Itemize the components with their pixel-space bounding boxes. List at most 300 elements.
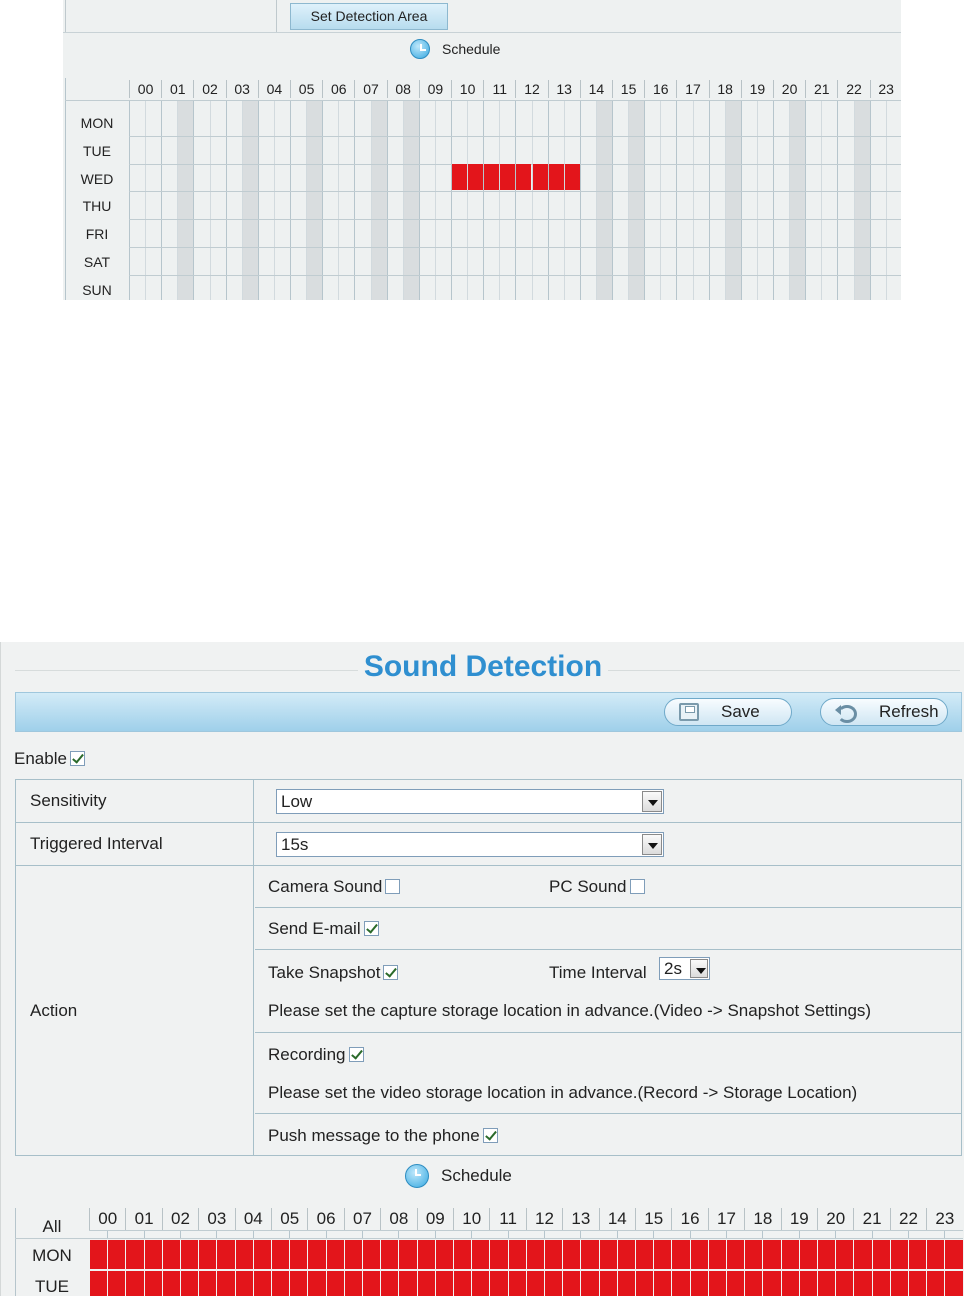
schedule-slot-selected[interactable] [126, 1271, 143, 1296]
schedule-slot-selected[interactable] [217, 1271, 234, 1296]
schedule-slot-selected[interactable] [254, 1240, 271, 1269]
schedule-slot-selected[interactable] [527, 1271, 544, 1296]
row-divider [16, 822, 961, 823]
grid-line [403, 100, 404, 300]
schedule-slot-selected[interactable] [490, 1271, 507, 1296]
grid-line [799, 1230, 800, 1238]
grid-line [762, 1230, 763, 1238]
schedule-slot-selected[interactable] [654, 1271, 671, 1296]
schedule-slot-selected[interactable] [945, 1271, 962, 1296]
hour-column-shade [789, 100, 805, 300]
schedule-slot-selected[interactable] [290, 1240, 307, 1269]
schedule-slot-selected[interactable] [436, 1271, 453, 1296]
recording-label: Recording [268, 1045, 346, 1064]
schedule-slot-selected[interactable] [709, 1240, 726, 1269]
grid-line [886, 100, 887, 300]
schedule-slot-selected[interactable] [563, 1271, 580, 1296]
hour-header[interactable]: 08 [380, 1208, 416, 1230]
schedule-slot-selected[interactable] [181, 1240, 198, 1269]
schedule-slot-selected[interactable] [90, 1271, 107, 1296]
hour-header: 19 [741, 80, 773, 98]
toolbar [15, 692, 962, 732]
grid-line [145, 100, 146, 300]
grid-line [226, 100, 227, 300]
schedule-slot-selected[interactable] [600, 1240, 617, 1269]
enable-label: Enable [14, 749, 67, 768]
grid-line [177, 100, 178, 300]
schedule-slot-selected[interactable] [108, 1271, 125, 1296]
camera-sound-checkbox[interactable] [385, 879, 400, 894]
schedule-slot-selected[interactable] [454, 1240, 471, 1269]
schedule-slot-selected[interactable] [418, 1240, 435, 1269]
grid-line [306, 100, 307, 300]
schedule-slot-selected[interactable] [945, 1240, 962, 1269]
schedule-slot-selected[interactable] [545, 1271, 562, 1296]
hour-column-shade [854, 100, 870, 300]
hour-header[interactable]: 20 [817, 1208, 853, 1230]
clock-icon [405, 1164, 429, 1188]
hour-header: 12 [515, 80, 547, 98]
schedule-slot-selected[interactable] [672, 1240, 689, 1269]
schedule-heading [405, 1164, 512, 1188]
select-all-label[interactable]: All [42, 1217, 62, 1236]
hour-header[interactable]: 19 [781, 1208, 817, 1230]
schedule-slot-selected[interactable] [549, 164, 564, 191]
grid-line [398, 1230, 399, 1238]
hour-header: 05 [290, 80, 322, 98]
camera-sound-label: Camera Sound [268, 877, 383, 896]
page-title [1, 650, 964, 684]
hour-header[interactable]: 07 [344, 1208, 380, 1230]
push-message-label: Push message to the phone [268, 1126, 480, 1145]
hour-header: 11 [483, 80, 515, 98]
motion-schedule-panel [63, 0, 901, 300]
pc-sound-checkbox[interactable] [630, 879, 645, 894]
schedule-slot-selected[interactable] [782, 1240, 799, 1269]
schedule-slot-selected[interactable] [163, 1240, 180, 1269]
schedule-slot-selected[interactable] [691, 1240, 708, 1269]
grid-line [129, 275, 901, 276]
schedule-slot-selected[interactable] [600, 1271, 617, 1296]
day-label[interactable]: TUE [83, 142, 111, 159]
hour-header[interactable]: 04 [235, 1208, 271, 1230]
schedule-slot-selected[interactable] [181, 1271, 198, 1296]
schedule-slot-selected[interactable] [418, 1271, 435, 1296]
schedule-slot-selected[interactable] [927, 1240, 944, 1269]
schedule-slot-selected[interactable] [308, 1240, 325, 1269]
schedule-slot-selected[interactable] [618, 1271, 635, 1296]
schedule-slot-selected[interactable] [909, 1240, 926, 1269]
grid-line [544, 1230, 545, 1238]
grid-line [773, 100, 774, 300]
grid-line [216, 1230, 217, 1238]
grid-line [726, 1230, 727, 1238]
grid-line [253, 1230, 254, 1238]
hour-header: 13 [548, 80, 580, 98]
schedule-slot-selected[interactable] [709, 1271, 726, 1296]
schedule-slot-selected[interactable] [308, 1271, 325, 1296]
recording-option [268, 1045, 364, 1065]
schedule-slot-selected[interactable] [654, 1240, 671, 1269]
empty-label-cell [65, 0, 277, 32]
grid-line [628, 100, 629, 300]
grid-line [371, 100, 372, 300]
set-detection-area-button[interactable]: Set Detection Area [290, 3, 448, 30]
grid-line [129, 247, 901, 248]
schedule-slot-selected[interactable] [818, 1271, 835, 1296]
refresh-label: Refresh [879, 702, 939, 721]
schedule-heading [410, 39, 500, 59]
grid-line [872, 1230, 873, 1238]
schedule-slot-selected[interactable] [800, 1271, 817, 1296]
save-icon [679, 703, 699, 721]
schedule-slot-selected[interactable] [199, 1240, 216, 1269]
day-label[interactable]: WED [80, 170, 114, 187]
grid-line [515, 100, 516, 300]
hour-header[interactable]: 13 [562, 1208, 598, 1230]
hour-header: 09 [419, 80, 451, 98]
grid-line [258, 100, 259, 300]
hour-header: 20 [773, 80, 805, 98]
hour-header: 07 [354, 80, 386, 98]
hour-header: 18 [709, 80, 741, 98]
hour-header[interactable]: 14 [599, 1208, 635, 1230]
push-message-option [268, 1126, 498, 1146]
grid-line [326, 1230, 327, 1238]
hour-header: 10 [451, 80, 483, 98]
sensitivity-label: Sensitivity [16, 780, 254, 822]
grid-line [617, 1230, 618, 1238]
take-snapshot-label: Take Snapshot [268, 963, 381, 982]
schedule-slot-selected[interactable] [484, 164, 499, 191]
hour-header[interactable]: 16 [671, 1208, 707, 1230]
grid-line [129, 100, 130, 300]
save-button[interactable] [664, 698, 792, 726]
grid-line [274, 100, 275, 300]
day-label[interactable]: SAT [83, 254, 111, 270]
grid-line [210, 100, 211, 300]
recording-note: Please set the video storage location in advance.(Record -> Storage Location) [268, 1083, 858, 1102]
schedule-slot-selected[interactable] [381, 1240, 398, 1269]
grid-line [242, 100, 243, 300]
hour-column-shade [306, 100, 322, 300]
schedule-slot-selected[interactable] [436, 1240, 453, 1269]
save-label: Save [721, 702, 760, 721]
schedule-slot-selected[interactable] [516, 164, 531, 191]
schedule-slot-selected[interactable] [691, 1271, 708, 1296]
take-snapshot-option [268, 963, 398, 983]
schedule-slot-selected[interactable] [763, 1240, 780, 1269]
schedule-slot-selected[interactable] [272, 1240, 289, 1269]
grid-line [451, 100, 452, 300]
hour-header[interactable]: 23 [926, 1208, 962, 1230]
camera-sound-option [268, 877, 400, 897]
grid-line [161, 100, 162, 300]
row-divider [255, 1113, 961, 1114]
schedule-slot-selected[interactable] [818, 1240, 835, 1269]
time-interval-value: 2s [664, 959, 682, 978]
hour-header: 00 [129, 80, 161, 98]
schedule-slot-selected[interactable] [891, 1240, 908, 1269]
pc-sound-option [549, 877, 645, 897]
schedule-slot-selected[interactable] [236, 1271, 253, 1296]
hour-header: 01 [161, 80, 193, 98]
schedule-slot-selected[interactable] [381, 1271, 398, 1296]
enable-checkbox[interactable] [70, 751, 85, 766]
take-snapshot-checkbox[interactable] [383, 965, 398, 980]
send-email-label: Send E-mail [268, 919, 361, 938]
grid-line [580, 1230, 581, 1238]
grid-line [65, 100, 901, 101]
grid-line [870, 100, 871, 300]
grid-line [596, 100, 597, 300]
schedule-slot-selected[interactable] [345, 1271, 362, 1296]
day-label[interactable]: THU [82, 198, 112, 215]
hour-column-shade [596, 100, 612, 300]
hour-header[interactable]: 00 [89, 1208, 125, 1230]
snapshot-note: Please set the capture storage location in advance.(Video -> Snapshot Settings) [268, 1001, 872, 1020]
schedule-slot-selected[interactable] [854, 1240, 871, 1269]
hour-column-shade [403, 100, 419, 300]
time-interval-select[interactable] [659, 957, 710, 980]
chevron-down-icon [642, 791, 662, 812]
schedule-slot-selected[interactable] [327, 1271, 344, 1296]
schedule-slot-selected[interactable] [563, 1240, 580, 1269]
grid-line [564, 100, 565, 300]
schedule-slot-selected[interactable] [236, 1240, 253, 1269]
hour-header[interactable]: 11 [489, 1208, 525, 1230]
schedule-slot-selected[interactable] [565, 164, 580, 191]
grid-line [580, 100, 581, 300]
hour-header[interactable]: 03 [198, 1208, 234, 1230]
pc-sound-label: PC Sound [549, 877, 627, 896]
grid-line [387, 100, 388, 300]
grid-line [107, 1230, 108, 1238]
grid-line [789, 100, 790, 300]
grid-line [676, 100, 677, 300]
grid-line [653, 1230, 654, 1238]
grid-line [289, 1230, 290, 1238]
schedule-grid[interactable] [15, 1208, 963, 1296]
grid-line [499, 100, 500, 300]
hour-header[interactable]: 15 [635, 1208, 671, 1230]
schedule-slot-selected[interactable] [468, 164, 483, 191]
hour-header[interactable]: 18 [744, 1208, 780, 1230]
grid-line [835, 1230, 836, 1238]
grid-line [693, 100, 694, 300]
grid-line [837, 100, 838, 300]
hour-header: 17 [676, 80, 708, 98]
schedule-slot-selected[interactable] [163, 1271, 180, 1296]
sensitivity-select[interactable] [276, 789, 664, 814]
send-email-checkbox[interactable] [364, 921, 379, 936]
hour-header: 22 [837, 80, 869, 98]
schedule-slot-selected[interactable] [217, 1240, 234, 1269]
schedule-slot-selected[interactable] [891, 1271, 908, 1296]
hour-header: 03 [226, 80, 258, 98]
grid-line [709, 100, 710, 300]
hour-header: 02 [193, 80, 225, 98]
schedule-slot-selected[interactable] [490, 1240, 507, 1269]
schedule-slot-selected[interactable] [854, 1271, 871, 1296]
schedule-slot-selected[interactable] [782, 1271, 799, 1296]
grid-line [725, 100, 726, 300]
grid-line [338, 100, 339, 300]
schedule-slot-selected[interactable] [345, 1240, 362, 1269]
hour-header: 15 [612, 80, 644, 98]
schedule-slot-selected[interactable] [108, 1240, 125, 1269]
hour-column-shade [725, 100, 741, 300]
schedule-slot-selected[interactable] [545, 1240, 562, 1269]
schedule-slot-selected[interactable] [327, 1240, 344, 1269]
grid-line [290, 100, 291, 300]
schedule-slot-selected[interactable] [509, 1271, 526, 1296]
grid-line [129, 191, 901, 192]
grid-line [180, 1230, 181, 1238]
clock-icon [410, 39, 430, 59]
hour-header[interactable]: 01 [125, 1208, 161, 1230]
recording-checkbox[interactable] [349, 1047, 364, 1062]
push-message-checkbox[interactable] [483, 1128, 498, 1143]
schedule-slot-selected[interactable] [836, 1240, 853, 1269]
hour-header[interactable]: 17 [708, 1208, 744, 1230]
triggered-interval-select[interactable] [276, 832, 664, 857]
schedule-slot-selected[interactable] [909, 1271, 926, 1296]
hour-header[interactable]: 05 [271, 1208, 307, 1230]
grid-line [660, 100, 661, 300]
schedule-slot-selected[interactable] [145, 1271, 162, 1296]
schedule-slot-selected[interactable] [452, 164, 467, 191]
schedule-slot-selected[interactable] [363, 1240, 380, 1269]
grid-line [532, 100, 533, 300]
hour-header[interactable]: 21 [853, 1208, 889, 1230]
schedule-slot-selected[interactable] [472, 1240, 489, 1269]
grid-line [435, 100, 436, 300]
schedule-slot-selected[interactable] [399, 1271, 416, 1296]
grid-line [508, 1230, 509, 1238]
hour-header: 14 [580, 80, 612, 98]
schedule-slot-selected[interactable] [509, 1240, 526, 1269]
schedule-slot-selected[interactable] [581, 1240, 598, 1269]
schedule-slot-selected[interactable] [763, 1271, 780, 1296]
schedule-slot-selected[interactable] [727, 1240, 744, 1269]
set-detection-area-row [63, 0, 901, 33]
grid-line [612, 100, 613, 300]
schedule-slot-selected[interactable] [873, 1240, 890, 1269]
row-divider [255, 949, 961, 950]
hour-header[interactable]: 09 [417, 1208, 453, 1230]
schedule-grid[interactable] [65, 78, 901, 300]
grid-line [644, 100, 645, 300]
triggered-interval-label: Triggered Interval [16, 823, 254, 865]
refresh-icon [835, 703, 857, 721]
schedule-slot-selected[interactable] [199, 1271, 216, 1296]
hour-column-shade [371, 100, 387, 300]
schedule-slot-selected[interactable] [618, 1240, 635, 1269]
schedule-slot-selected[interactable] [145, 1240, 162, 1269]
time-interval-label: Time Interval [549, 963, 647, 982]
day-label[interactable]: FRI [85, 226, 109, 243]
grid-line [322, 100, 323, 300]
sound-detection-panel [0, 642, 964, 1296]
hour-header: 04 [258, 80, 290, 98]
enable-row [14, 749, 85, 769]
grid-line [144, 1230, 145, 1238]
day-label[interactable]: TUE [35, 1277, 69, 1296]
schedule-slot-selected[interactable] [727, 1271, 744, 1296]
hour-header[interactable]: 02 [162, 1208, 198, 1230]
grid-line [471, 1230, 472, 1238]
schedule-slot-selected[interactable] [254, 1271, 271, 1296]
grid-line [354, 100, 355, 300]
schedule-slot-selected[interactable] [873, 1271, 890, 1296]
sensitivity-value: Low [281, 792, 313, 811]
day-label[interactable]: SUN [82, 281, 112, 298]
grid-line [548, 100, 549, 300]
hour-header[interactable]: 06 [307, 1208, 343, 1230]
schedule-slot-selected[interactable] [527, 1240, 544, 1269]
page-title-text: Sound Detection [358, 650, 608, 683]
schedule-slot-selected[interactable] [800, 1240, 817, 1269]
schedule-slot-selected[interactable] [927, 1271, 944, 1296]
schedule-slot-selected[interactable] [399, 1240, 416, 1269]
send-email-option [268, 919, 379, 939]
grid-line [741, 100, 742, 300]
schedule-slot-selected[interactable] [581, 1271, 598, 1296]
refresh-button[interactable] [820, 698, 948, 726]
grid-line [362, 1230, 363, 1238]
schedule-slot-selected[interactable] [745, 1240, 762, 1269]
hour-header[interactable]: 10 [453, 1208, 489, 1230]
grid-line [193, 100, 194, 300]
schedule-slot-selected[interactable] [363, 1271, 380, 1296]
grid-line [467, 100, 468, 300]
grid-line [757, 100, 758, 300]
chevron-down-icon [642, 834, 662, 855]
schedule-slot-selected[interactable] [672, 1271, 689, 1296]
day-label[interactable]: MON [80, 115, 114, 131]
grid-line [129, 219, 901, 220]
schedule-slot-selected[interactable] [533, 164, 548, 191]
schedule-slot-selected[interactable] [126, 1240, 143, 1269]
schedule-title: Schedule [442, 41, 501, 57]
grid-line [821, 100, 822, 300]
schedule-slot-selected[interactable] [500, 164, 515, 191]
schedule-slot-selected[interactable] [836, 1271, 853, 1296]
hour-column-shade [177, 100, 193, 300]
schedule-slot-selected[interactable] [472, 1271, 489, 1296]
row-divider [16, 865, 961, 866]
chevron-down-icon [690, 959, 708, 978]
schedule-slot-selected[interactable] [290, 1271, 307, 1296]
hour-header[interactable]: 22 [890, 1208, 926, 1230]
grid-line [435, 1230, 436, 1238]
hour-header[interactable]: 12 [526, 1208, 562, 1230]
schedule-slot-selected[interactable] [636, 1271, 653, 1296]
schedule-title: Schedule [441, 1166, 512, 1185]
grid-line [908, 1230, 909, 1238]
day-label[interactable]: MON [32, 1246, 72, 1265]
schedule-slot-selected[interactable] [636, 1240, 653, 1269]
schedule-slot-selected[interactable] [454, 1271, 471, 1296]
grid-line [690, 1230, 691, 1238]
schedule-slot-selected[interactable] [272, 1271, 289, 1296]
grid-line [854, 100, 855, 300]
schedule-slot-selected[interactable] [745, 1271, 762, 1296]
grid-line [129, 136, 901, 137]
schedule-slot-selected[interactable] [90, 1240, 107, 1269]
grid-line [15, 1238, 963, 1239]
